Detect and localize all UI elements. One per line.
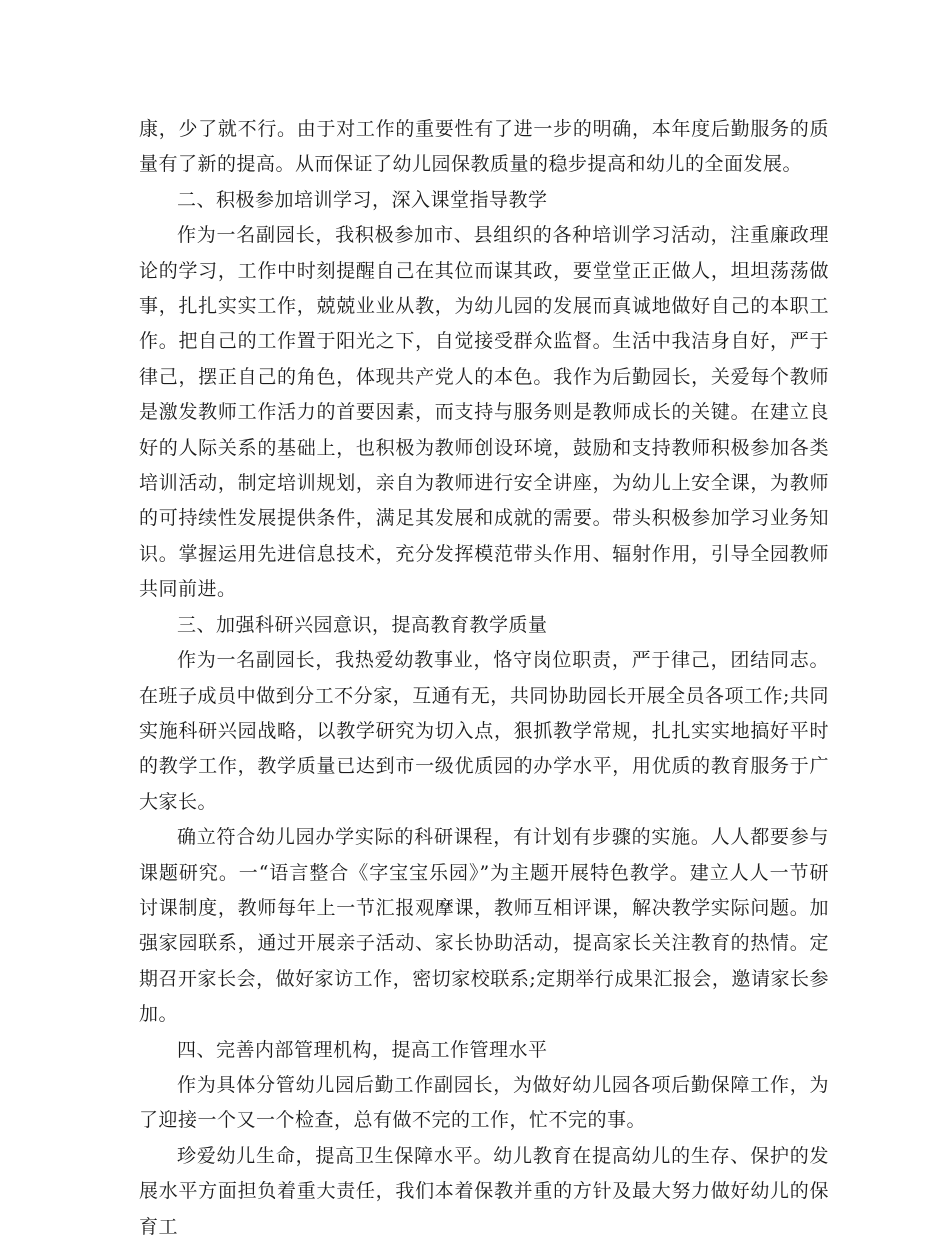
paragraph: 作为一名副园长，我热爱幼教事业，恪守岗位职责，严于律己，团结同志。在班子成员中做到分工不分家，互通有无，共同协助园长开展全员各项工作;共同实施科研兴园战略，以教学研究为切入点，狠抓教学常规，扎扎实实地搞好平时的教学工作，教学质量已达到市一级优质园的办学水平，用优质的教育服务于广大家长。 [139,649,829,813]
paragraph: 确立符合幼儿园办学实际的科研课程，有计划有步骤的实施。人人都要参与课题研究。一“语言整合《字宝宝乐园》”为主题开展特色教学。建立人人一节研讨课制度，教师每年上一节汇报观摩课，教师互相评课，解决教学实际问题。加强家园联系，通过开展亲子活动、家长协助活动，提高家长关注教育的热情。定期召开家长会，做好家访工作，密切家校联系;定期举行成果汇报会，邀请家长参加。 [139,826,829,1026]
section-heading-3: 三、加强科研兴园意识，提高教育教学质量 [177,613,548,636]
document-body [139,112,829,1245]
paragraph-continued: 康，少了就不行。由于对工作的重要性有了进一步的明确，本年度后勤服务的质量有了新的提高。从而保证了幼儿园保教质量的稳步提高和幼儿的全面发展。 [139,118,829,176]
section-heading-2: 二、积极参加培训学习，深入课堂指导教学 [177,188,548,211]
paragraph: 作为具体分管幼儿园后勤工作副园长，为做好幼儿园各项后勤保障工作，为了迎接一个又一个检查，总有做不完的工作，忙不完的事。 [139,1073,829,1132]
paragraph: 作为一名副园长，我积极参加市、县组织的各种培训学习活动，注重廉政理论的学习，工作中时刻提醒自己在其位而谋其政，要堂堂正正做人，坦坦荡荡做事，扎扎实实工作，兢兢业业从教，为幼儿园的发展而真诚地做好自己的本职工作。把自己的工作置于阳光之下，自觉接受群众监督。生活中我洁身自好，严于律己，摆正自己的角色，体现共产党人的本色。我作为后勤园长，关爱每个教师是激发教师工作活力的首要因素，而支持与服务则是教师成长的关键。在建立良好的人际关系的基础上，也积极为教师创设环境，鼓励和支持教师积极参加各类培训活动，制定培训规划，亲自为教师进行安全讲座，为幼儿上安全课，为教师的可持续性发展提供条件，满足其发展和成就的需要。带头积极参加学习业务知识。掌握运用先进信息技术，充分发挥模范带头作用、辐射作用，引导全园教师共同前进。 [139,224,829,601]
section-heading-4: 四、完善内部管理机构，提高工作管理水平 [177,1038,548,1061]
paragraph: 珍爱幼儿生命，提高卫生保障水平。幼儿教育在提高幼儿的生存、保护的发展水平方面担负着重大责任，我们本着保教并重的方针及最大努力做好幼儿的保育工 [139,1144,829,1238]
